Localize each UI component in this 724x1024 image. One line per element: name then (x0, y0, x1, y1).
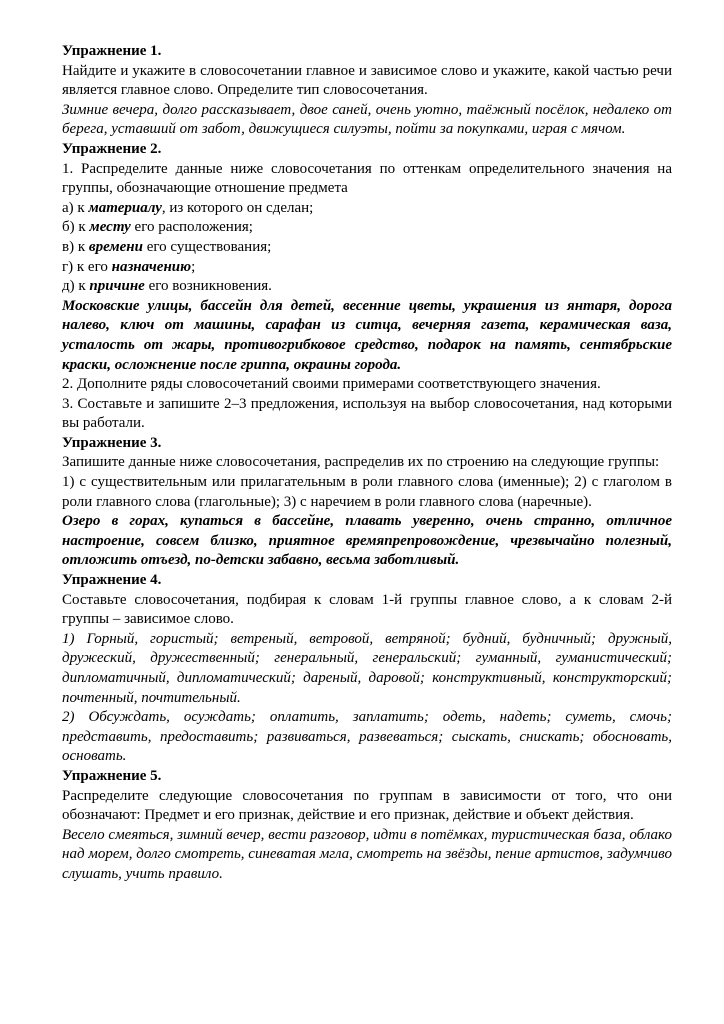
option-b-suffix: его расположения; (130, 219, 253, 236)
exercise-2-option-g (62, 258, 672, 278)
exercise-3-task: Запишите данные ниже словосочетания, распределив их по строению на следующие группы: (62, 454, 660, 471)
exercise-2-option-b (62, 218, 672, 238)
exercise-1-task: Найдите и укажите в словосочетании главное и зависимое слово и укажите, какой частью речи является главное слово. Определите тип словосочетания. (62, 62, 672, 99)
option-g-prefix: г) к его (62, 258, 112, 275)
exercise-1-examples: Зимние вечера, долго рассказывает, двое саней, очень уютно, таёжный посёлок, недалеко от берега, уставший от забот, движущиеся силуэты, пойти за покупками, играя с мячом. (62, 101, 672, 138)
exercise-4-group-2: 2) Обсуждать, осуждать; оплатить, заплатить; одеть, надеть; суметь, смочь; представить, предоставить; развиваться, развеваться; сыскать, снискать; обосновать, основать. (62, 709, 672, 765)
exercise-1-title: Упражнение 1. (62, 43, 162, 59)
exercise-2-option-v (62, 238, 672, 258)
exercise-2-option-d (62, 277, 672, 297)
exercise-2-task-3: 3. Составьте и запишите 2–3 предложения, используя на выбор словосочетания, над которыми вы работали. (62, 395, 672, 432)
exercise-5-task: Распределите следующие словосочетания по группам в зависимости от того, что они обозначают: Предмет и его признак, действие и его признак, действие и объект действия. (62, 787, 672, 824)
option-b-keyword: месту (89, 219, 131, 236)
exercise-2-examples: Московские улицы, бассейн для детей, весенние цветы, украшения из янтаря, дорога налево, ключ от машины, сарафан из ситца, вечерняя газета, керамическая ваза, усталость от жары, противогрибковое средство, подарок на память, сентябрьские краски, осложнение после гриппа, окраины города. (62, 297, 672, 373)
exercise-2-task-2: 2. Дополните ряды словосочетаний своими примерами соответствующего значения. (62, 376, 601, 393)
exercise-2-title: Упражнение 2. (62, 140, 162, 157)
option-g-keyword: назначению (111, 258, 192, 275)
exercise-4-task: Составьте словосочетания, подбирая к словам 1-й группы главное слово, а к словам 2-й группы – зависимое слово. (62, 591, 672, 628)
exercise-3-title: Упражнение 3. (62, 434, 162, 451)
exercise-2-task-1: 1. Распределите данные ниже словосочетания по оттенкам определительного значения на группы, обозначающие отношение предмета (62, 160, 672, 197)
option-v-prefix: в) к (62, 238, 89, 255)
option-d-suffix: его возникновения. (144, 278, 272, 295)
option-g-suffix: ; (191, 258, 196, 275)
option-b-prefix: б) к (62, 219, 90, 236)
option-v-suffix: его существования; (142, 238, 272, 255)
exercise-4-title: Упражнение 4. (62, 572, 162, 589)
exercise-5-title: Упражнение 5. (62, 767, 162, 784)
option-a-keyword: материалу (88, 199, 162, 216)
exercise-5-examples: Весело смеяться, зимний вечер, вести разговор, идти в потёмках, туристическая база, облако над морем, долго смотреть, синеватая мгла, смотреть на звёзды, пение артистов, задумчиво слушать, учить правило. (62, 826, 672, 882)
option-a-suffix: , из которого он сделан; (161, 199, 314, 216)
option-d-keyword: причине (89, 278, 145, 295)
exercise-4-group-1: 1) Горный, гористый; ветреный, ветровой, ветряной; будний, будничный; дружный, дружеский, дружественный; генеральный, генеральский; гуманный, гуманистический; дипломатичный, дипломатический; дареный, даровой; конструктивный, конструкторский; почтенный, почтительный. (62, 630, 672, 706)
option-v-keyword: времени (88, 238, 143, 255)
option-a-prefix: а) к (62, 199, 89, 216)
exercise-2-option-a (62, 199, 672, 219)
document-page (62, 42, 672, 885)
exercise-3-groups: 1) с существительным или прилагательным в роли главного слова (именные); 2) с глаголом в роли главного слова (глагольные); 3) с наречием в роли главного слова (наречные). (62, 474, 672, 510)
option-d-prefix: д) к (62, 278, 90, 295)
exercise-3-examples: Озеро в горах, купаться в бассейне, плавать уверенно, очень странно, отличное настроение, совсем близко, приятное времяпрепровождение, чрезвычайно полезный, отложить отъезд, по-детски забавно, весьма заботливый. (62, 513, 672, 569)
